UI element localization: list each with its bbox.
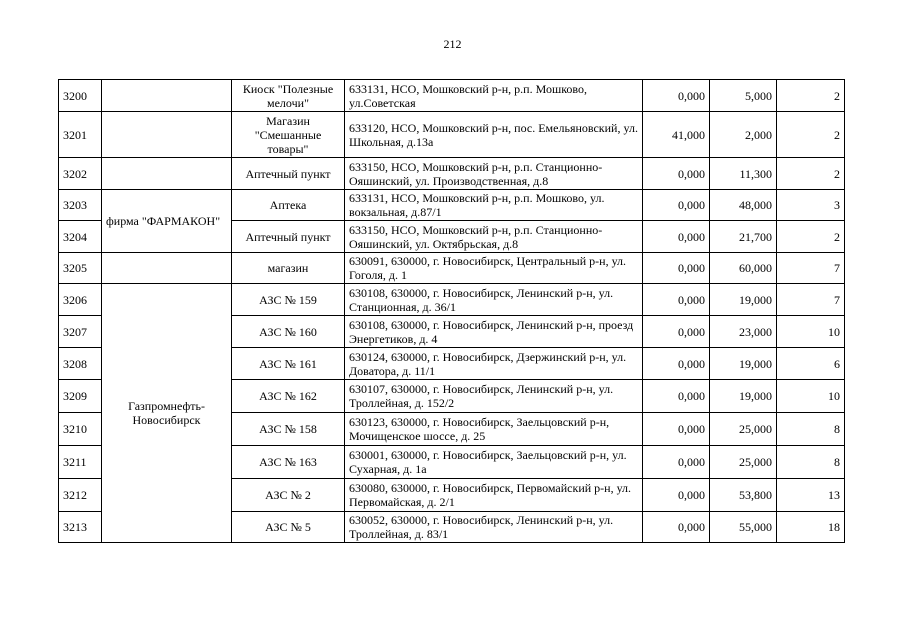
object-name: Аптека <box>232 190 345 221</box>
address: 630080, 630000, г. Новосибирск, Первомайский р-н, ул. Первомайская, д. 2/1 <box>345 479 643 512</box>
object-name: Аптечный пункт <box>232 221 345 253</box>
row-number: 3203 <box>59 190 102 221</box>
row-number: 3210 <box>59 413 102 446</box>
row-number: 3200 <box>59 80 102 112</box>
value-c: 10 <box>777 316 845 348</box>
value-c: 7 <box>777 284 845 316</box>
address: 633150, НСО, Мошковский р-н, р.п. Станционно-Ояшинский, ул. Производственная, д.8 <box>345 158 643 190</box>
row-number: 3208 <box>59 348 102 380</box>
value-c: 2 <box>777 158 845 190</box>
object-name: АЗС № 5 <box>232 512 345 543</box>
value-a: 0,000 <box>643 284 710 316</box>
organization-name: фирма "ФАРМАКОН" <box>102 190 232 253</box>
value-a: 0,000 <box>643 158 710 190</box>
organization-cell <box>102 112 232 158</box>
value-b: 11,300 <box>710 158 777 190</box>
table-row <box>59 253 845 284</box>
address: 630107, 630000, г. Новосибирск, Ленинский р-н, ул. Троллейная, д. 152/2 <box>345 380 643 413</box>
table-row <box>59 284 845 316</box>
value-b: 53,800 <box>710 479 777 512</box>
row-number: 3202 <box>59 158 102 190</box>
page-number: 212 <box>443 37 462 51</box>
row-number: 3213 <box>59 512 102 543</box>
value-a: 0,000 <box>643 512 710 543</box>
row-number: 3211 <box>59 446 102 479</box>
object-name: Киоск "Полезные мелочи" <box>232 80 345 112</box>
value-c: 8 <box>777 413 845 446</box>
value-c: 13 <box>777 479 845 512</box>
value-b: 19,000 <box>710 348 777 380</box>
value-a: 0,000 <box>643 380 710 413</box>
object-name: магазин <box>232 253 345 284</box>
value-a: 0,000 <box>643 316 710 348</box>
address: 630091, 630000, г. Новосибирск, Центральный р-н, ул. Гоголя, д. 1 <box>345 253 643 284</box>
address: 630001, 630000, г. Новосибирск, Заельцовский р-н, ул. Сухарная, д. 1а <box>345 446 643 479</box>
table-row <box>59 190 845 221</box>
row-number: 3201 <box>59 112 102 158</box>
row-number: 3207 <box>59 316 102 348</box>
value-a: 0,000 <box>643 479 710 512</box>
object-name: АЗС № 162 <box>232 380 345 413</box>
value-b: 25,000 <box>710 413 777 446</box>
object-name: АЗС № 158 <box>232 413 345 446</box>
value-b: 60,000 <box>710 253 777 284</box>
address: 630108, 630000, г. Новосибирск, Ленинский р-н, ул. Станционная, д. 36/1 <box>345 284 643 316</box>
address: 630052, 630000, г. Новосибирск, Ленинский р-н, ул. Троллейная, д. 83/1 <box>345 512 643 543</box>
value-c: 10 <box>777 380 845 413</box>
table-row <box>59 80 845 112</box>
value-c: 2 <box>777 221 845 253</box>
registry-table <box>58 79 845 543</box>
object-name: Аптечный пункт <box>232 158 345 190</box>
address: 630108, 630000, г. Новосибирск, Ленинский р-н, проезд Энергетиков, д. 4 <box>345 316 643 348</box>
table-row <box>59 158 845 190</box>
value-c: 2 <box>777 112 845 158</box>
value-b: 21,700 <box>710 221 777 253</box>
object-name: АЗС № 2 <box>232 479 345 512</box>
value-a: 0,000 <box>643 221 710 253</box>
address: 633150, НСО, Мошковский р-н, р.п. Станционно-Ояшинский, ул. Октябрьская, д.8 <box>345 221 643 253</box>
value-a: 41,000 <box>643 112 710 158</box>
row-number: 3205 <box>59 253 102 284</box>
organization-name: Газпромнефть-Новосибирск <box>102 284 232 543</box>
value-b: 19,000 <box>710 284 777 316</box>
value-a: 0,000 <box>643 413 710 446</box>
value-a: 0,000 <box>643 80 710 112</box>
object-name: АЗС № 163 <box>232 446 345 479</box>
value-b: 23,000 <box>710 316 777 348</box>
value-c: 2 <box>777 80 845 112</box>
address: 630123, 630000, г. Новосибирск, Заельцовский р-н, Мочищенское шоссе, д. 25 <box>345 413 643 446</box>
value-b: 25,000 <box>710 446 777 479</box>
value-b: 2,000 <box>710 112 777 158</box>
organization-cell <box>102 253 232 284</box>
address: 633131, НСО, Мошковский р-н, р.п. Мошково, ул. вокзальная, д.87/1 <box>345 190 643 221</box>
value-b: 19,000 <box>710 380 777 413</box>
object-name: АЗС № 161 <box>232 348 345 380</box>
value-b: 48,000 <box>710 190 777 221</box>
object-name: Магазин "Смешанные товары" <box>232 112 345 158</box>
address: 630124, 630000, г. Новосибирск, Дзержинский р-н, ул. Доватора, д. 11/1 <box>345 348 643 380</box>
value-c: 6 <box>777 348 845 380</box>
value-a: 0,000 <box>643 253 710 284</box>
row-number: 3204 <box>59 221 102 253</box>
value-b: 5,000 <box>710 80 777 112</box>
value-c: 18 <box>777 512 845 543</box>
value-a: 0,000 <box>643 446 710 479</box>
value-a: 0,000 <box>643 190 710 221</box>
value-a: 0,000 <box>643 348 710 380</box>
value-c: 7 <box>777 253 845 284</box>
object-name: АЗС № 160 <box>232 316 345 348</box>
row-number: 3209 <box>59 380 102 413</box>
value-c: 8 <box>777 446 845 479</box>
object-name: АЗС № 159 <box>232 284 345 316</box>
table-row <box>59 112 845 158</box>
row-number: 3206 <box>59 284 102 316</box>
address: 633131, НСО, Мошковский р-н, р.п. Мошково, ул.Советская <box>345 80 643 112</box>
organization-cell <box>102 158 232 190</box>
value-b: 55,000 <box>710 512 777 543</box>
organization-cell <box>102 80 232 112</box>
value-c: 3 <box>777 190 845 221</box>
address: 633120, НСО, Мошковский р-н, пос. Емельяновский, ул. Школьная, д.13а <box>345 112 643 158</box>
row-number: 3212 <box>59 479 102 512</box>
